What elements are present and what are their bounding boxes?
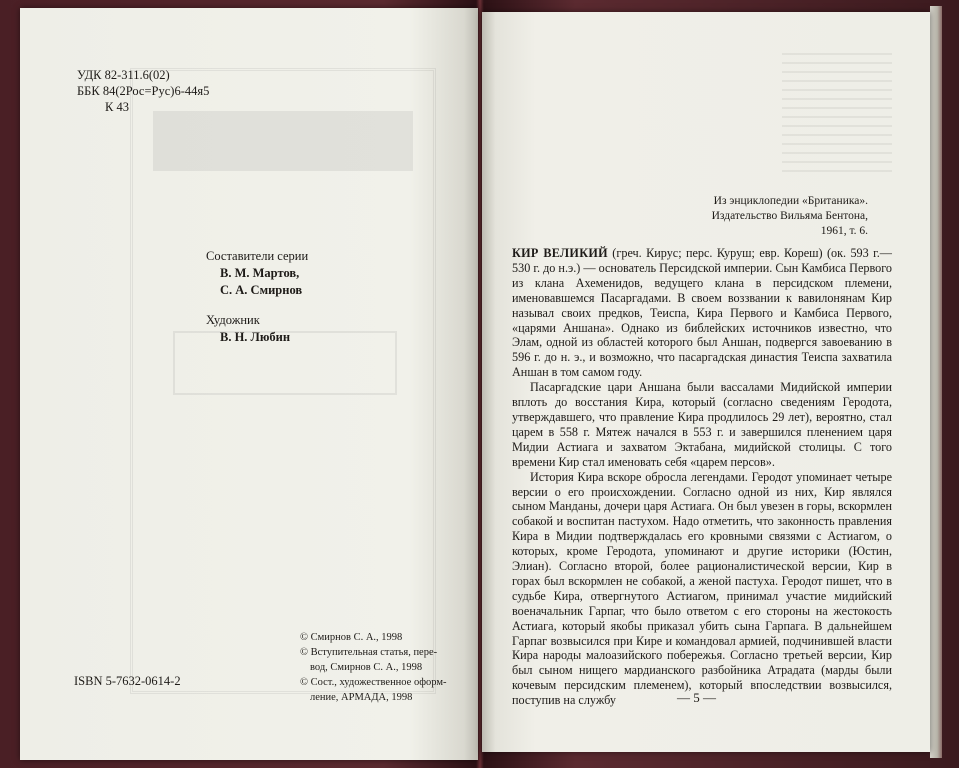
series-compiler-1: В. М. Мартов, [220, 266, 300, 280]
show-through-title-page [130, 68, 436, 694]
copyright-line: © Вступительная статья, пере- [300, 647, 438, 658]
artist-name: В. Н. Любин [220, 330, 291, 344]
right-page [482, 12, 930, 752]
credits-block [206, 248, 308, 346]
page-edges [930, 6, 942, 758]
copyright-line: © Смирнов С. А., 1998 [300, 632, 403, 643]
isbn: ISBN 5-7632-0614-2 [74, 674, 181, 688]
copyright-notice [300, 630, 450, 705]
epigraph-line: 1961, т. 6. [820, 225, 868, 237]
paragraph-text: (греч. Кирус; перс. Куруш; евр. Кореш) (ок. 593 г.— 530 г. до н.э.) — основатель Персидской империи. Сын Камбиса Первого из клана Ахеменидов, ведущего клана в персидском племени, именовавшемся Пасаргадами. В своем воззвании к вавилонянам Кир называл своих предков, Теиспа, Кира Первого и Камбиса Первого, «царями Аншана». Однако из библейских источников известно, что Элам, одной из областей которого был Аншан, подвергся завоеванию в 596 г. до н. э., и возможно, что пасаргадская династия Теиспа захватила Аншан в том самом году. [512, 246, 892, 380]
artist-label: Художник [206, 313, 260, 327]
copyright-line: вод, Смирнов С. А., 1998 [310, 662, 423, 673]
copyright-line: © Сост., художественное оформ- [300, 677, 447, 688]
left-page [20, 8, 478, 760]
paragraph [512, 246, 892, 380]
paragraph: История Кира вскоре обросла легендами. Геродот упоминает четыре версии о его происхождении. Согласно одной из них, Кир являлся сыном Манданы, дочери царя Астиага. Он был увезен в горы, вскормлен собакой и воспитан пастухом. Надо отметить, что законность правления Кира в Мидии подтверждалась его кровными связями с Астиагом, о которых, кроме Геродота, упоминают и другие историки (Юстин, Элиан). Согласно второй, более рационалистической версии, Кир в горах был вскормлен не собакой, а женой пастуха. Геродот пишет, что в судьбе Кира, отвергнутого Астиагом, принимал участие мидийский военачальник Гарпаг, что было ответом с его стороны на жестокость Астиага, который якобы приказал убить сына Гарпага. В дальнейшем Гарпаг возвысился при Кире и командовал армией, подчинившей власти Кира народы малоазийского побережья. Согласно третьей версии, Кир был сыном нищего мардианского разбойника Атрадата (марды были кочевым персидским племенем), который впоследствии возвысился, поступив на службу [512, 469, 892, 708]
udk-code: УДК 82-311.6(02) [77, 68, 170, 82]
epigraph-line: Из энциклопедии «Британика». [713, 195, 868, 207]
paragraph: Пасаргадские цари Аншана были вассалами Мидийской империи вплоть до восстания Кира, который (согласно сведениям Геродота, утверждавшего, что правление Кира продлилось 29 лет), вероятно, стал царем в 558 г. Мятеж начался в 553 г. и завершился пленением царя Мидии Астиага и захватом Эктабана, мидийской столицы. С того времени Кир стал именовать себя «царем персов». [512, 380, 892, 469]
author-mark: К 43 [105, 100, 129, 114]
article-body [512, 246, 892, 708]
show-through-text [782, 52, 892, 172]
catalog-codes [77, 67, 209, 115]
copyright-line: ление, АРМАДА, 1998 [310, 692, 413, 703]
epigraph-source [688, 194, 868, 239]
page-number: — 5 — [677, 690, 716, 705]
bbk-code: ББК 84(2Рос=Рус)6-44я5 [77, 84, 210, 98]
headword: КИР ВЕЛИКИЙ [512, 246, 608, 260]
epigraph-line: Издательство Вильяма Бентона, [711, 210, 868, 222]
series-compiler-2: С. А. Смирнов [220, 283, 303, 297]
series-compilers-label: Составители серии [206, 249, 309, 263]
